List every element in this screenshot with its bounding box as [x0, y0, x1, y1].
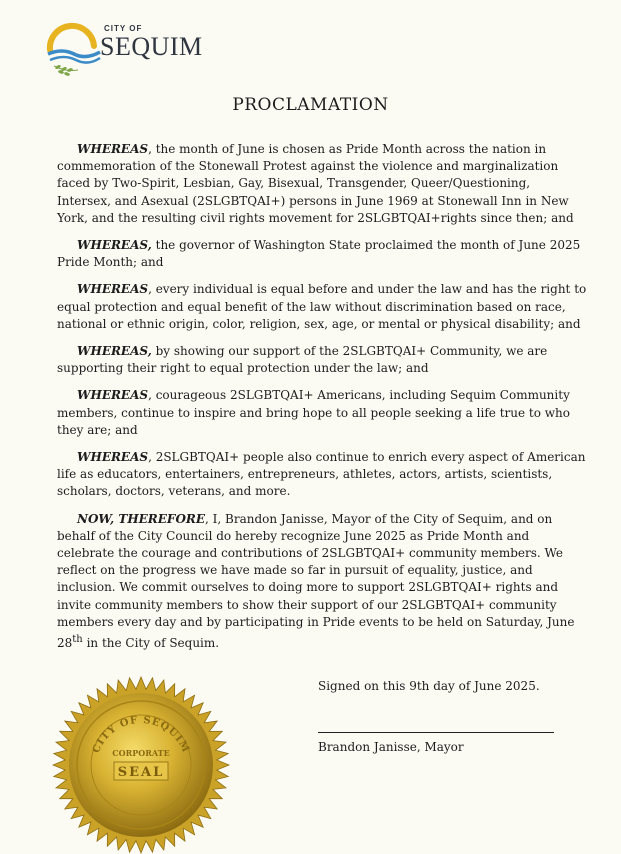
gold-seal-icon	[52, 676, 230, 854]
page-title: PROCLAMATION	[232, 95, 389, 115]
whereas-paragraph-2	[57, 237, 587, 271]
whereas-paragraph-3	[57, 281, 587, 333]
whereas-keyword: WHEREAS,	[77, 238, 152, 253]
closing-text-end: in the City of Sequim.	[82, 636, 220, 651]
sun-water-logo-icon	[44, 20, 102, 76]
signed-date-line: Signed on this 9th day of June 2025.	[318, 679, 540, 693]
logo-city-of: CITY OF	[104, 24, 143, 33]
ordinal-suffix: th	[72, 634, 83, 646]
whereas-paragraph-4	[57, 343, 587, 377]
paragraph-text: , 2SLGBTQAI+ people also continue to enrich every aspect of American life as educators, entertainers, entrepreneurs, athletes, actors, artists, scientists, scholars, doctors, veterans, and more.	[57, 450, 586, 499]
paragraph-text: the governor of Washington State proclaimed the month of June 2025 Pride Month; and	[57, 238, 581, 270]
paragraph-text: , the month of June is chosen as Pride Month across the nation in commemoration of the Stonewall Protest against the violence and marginalization faced by Two-Spirit, Lesbian, Gay, Bisexual, Transgender, Queer/Questioning, Intersex, and Asexual (2SLGBTQAI+) persons in June 1969 at Stonewall Inn in New York, and the resulting civil rights movement for 2SLGBTQAI+rights since then; and	[57, 142, 574, 225]
proclamation-body	[57, 141, 587, 662]
city-logo	[44, 20, 209, 76]
seal-middle-text: SEAL	[117, 765, 165, 780]
whereas-keyword: WHEREAS	[77, 142, 149, 156]
therefore-paragraph	[57, 511, 587, 653]
signer-name: Brandon Janisse, Mayor	[318, 740, 464, 754]
whereas-keyword: WHEREAS	[77, 450, 149, 465]
whereas-paragraph-1	[57, 141, 587, 227]
closing-text: , I, Brandon Janisse, Mayor of the City of Sequim, and on behalf of the City Council do hereby recognize June 2025 as Pride Month and celebrate the courage and contributions of 2SLGBTQAI+ community members. We reflect on the progress we have made so far in pursuit of equality, justice, and inclusion. We commit ourselves to doing more to support 2SLGBTQAI+ rights and invite community members to show their support of our 2SLGBTQAI+ community members every day and by participating in Pride events to be held on Saturday, June 28	[57, 511, 575, 651]
whereas-keyword: WHEREAS,	[77, 344, 152, 359]
whereas-keyword: WHEREAS	[77, 282, 149, 297]
paragraph-text: by showing our support of the 2SLGBTQAI+ Community, we are supporting their right to equal protection under the law; and	[57, 344, 548, 376]
seal-upper-text: CORPORATE	[112, 748, 170, 758]
logo-city-name: SEQUIM	[100, 32, 203, 61]
whereas-paragraph-6	[57, 449, 587, 501]
seal-top-arc-text: CITY OF SEQUIM	[90, 714, 192, 755]
therefore-keyword: NOW, THEREFORE	[77, 511, 206, 526]
whereas-paragraph-5	[57, 387, 587, 439]
signature-line	[318, 732, 554, 733]
paragraph-text: , courageous 2SLGBTQAI+ Americans, including Sequim Community members, continue to inspire and bring hope to all people seeking a life true to who they are; and	[57, 388, 570, 437]
paragraph-text: , every individual is equal before and under the law and has the right to equal protection and equal benefit of the law without discrimination based on race, national or ethnic origin, color, religion, sex, age, or mental or physical disability; and	[57, 282, 587, 331]
whereas-keyword: WHEREAS	[77, 388, 149, 403]
